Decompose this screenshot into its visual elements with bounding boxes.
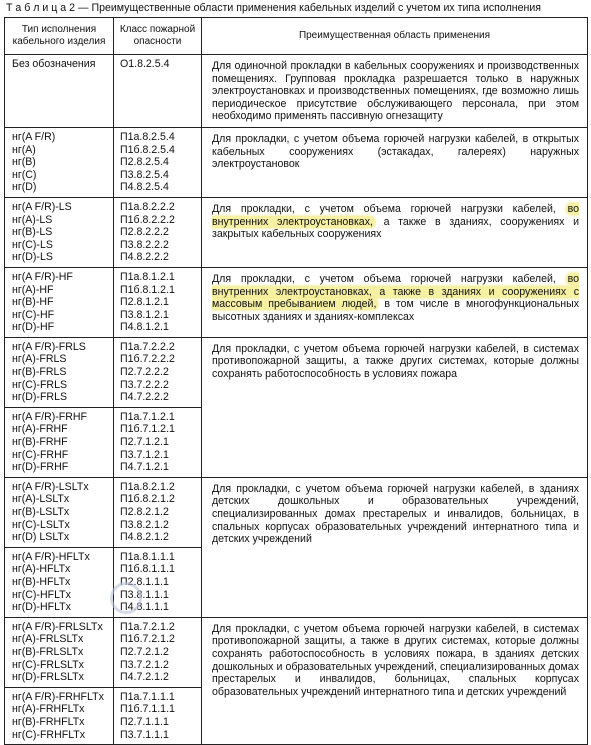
fire-class: П3.7.1.2.1	[120, 448, 169, 461]
fire-class: П1б.7.2.1.2	[120, 633, 175, 646]
fire-class: П1а.7.1.2.1	[120, 410, 175, 423]
table-row	[5, 55, 588, 128]
fire-class: П2.8.1.1.1	[120, 575, 169, 588]
watermark-icon	[110, 582, 142, 614]
fire-class: П1а.8.2.2.2	[120, 200, 175, 213]
fire-class: П4.8.2.2.2	[120, 251, 169, 264]
cable-type: нг(A)-HF	[12, 283, 54, 296]
cable-type: нг(A F/R)-HFLTx	[12, 550, 90, 563]
cable-type: нг(A F/R)-FRLS	[12, 340, 86, 353]
cable-type: нг(C)-HFLTx	[12, 588, 71, 601]
fire-class: П2.8.2.1.2	[120, 506, 169, 518]
cable-type: нг(D)-HF	[12, 321, 55, 334]
cable-type: нг(A F/R)	[12, 130, 56, 143]
cable-type: нг(C)-HF	[12, 308, 55, 321]
cable-type: нг(A F/R)-FRLSLTx	[12, 620, 103, 633]
cable-type: нг(D) LSLTx	[12, 531, 70, 544]
cable-type: нг(A)-HFLTx	[12, 563, 71, 576]
cable-type: нг(A)-FRLSLTx	[12, 633, 84, 646]
cable-application-table	[4, 17, 588, 745]
cable-type: нг(B)-HFLTx	[12, 575, 71, 588]
cable-type: нг(B)-HF	[12, 296, 54, 309]
cable-type: нг(B)-LS	[12, 226, 53, 239]
header-fire-class: Класс пожарной опасности	[114, 18, 202, 55]
cable-type: нг(D)-HFLTx	[12, 601, 71, 614]
header-application-area: Преимущественная область применения	[202, 18, 588, 55]
fire-class: П2.8.1.2.1	[120, 296, 169, 309]
application-area: Для прокладки, с учетом объема горючей нагрузки кабелей, в системах противопожарной защиты, а также в других системах, которые должны сохранять работоспособность в условиях пожара, в зданиях детских дошкольных и образовательных учреждений, специализированных домах престарелых и инвалидов, больницах, спальных корпусах образовательных учреждений интернатного типа и детских учреждений	[212, 622, 579, 698]
cable-type: нг(C)-FRLSLTx	[12, 658, 84, 671]
area-text: а также в зданиях, сооружениях и закрытых кабельных сооружениях	[212, 215, 579, 241]
application-area: Для одиночной прокладки в кабельных сооружениях и производственных помещениях. Групповая прокладка разрешается только в наружных электроустановках и производственных помещениях, где возможно лишь периодическое присутствие обслуживающего персонала, при этом необходимо применять пассивную огнезащиту	[212, 60, 579, 123]
table-row	[5, 267, 588, 337]
fire-class: П1б.8.1.2.1	[120, 283, 175, 296]
cable-type: нг(C)-LS	[12, 238, 53, 251]
fire-class: П1б.8.2.5.4	[120, 143, 175, 156]
fire-class: П3.8.1.2.1	[120, 308, 169, 321]
application-area	[212, 273, 579, 323]
highlighted-text: во внутренних электроустановках,	[212, 202, 579, 228]
cable-type: нг(A F/R)-LS	[12, 200, 72, 213]
fire-class: П3.7.2.2.2	[120, 378, 169, 391]
table-caption: Т а б л и ц а 2 — Преимущественные области применения кабельных изделий с учетом их типа исполнения	[6, 2, 542, 14]
cable-type: нг(D)-FRLSLTx	[12, 671, 84, 684]
application-area: Для прокладки, с учетом объема горючей нагрузки кабелей, в зданиях детских дошкольных и образовательных учреждений, специализированных домах престарелых и инвалидов, больницах, в спальных корпусах образовательных учреждений интернатного типа и детских учреждений	[212, 482, 579, 546]
cable-type: нг(C)	[12, 168, 37, 181]
application-area: Для прокладки, с учетом объема горючей нагрузки кабелей, в системах противопожарной защиты, а также других системах, которые должны сохранять работоспособность в условиях пожара	[212, 342, 579, 381]
area-text: Для прокладки, с учетом объема горючей нагрузки кабелей,	[212, 202, 566, 215]
watermark-logo	[110, 582, 148, 614]
cable-type: нг(A F/R)-HF	[12, 270, 73, 283]
cable-type: нг(C)-FRHF	[12, 448, 69, 461]
cable-type: нг(B)	[12, 156, 36, 169]
fire-class: П4.7.2.1.2	[120, 671, 169, 684]
fire-class: П1а.7.2.1.2	[120, 620, 175, 633]
area-text: Для прокладки, с учетом объема горючей нагрузки кабелей,	[212, 272, 566, 285]
cable-type: нг(B)-LSLTx	[12, 506, 70, 518]
cable-type: нг(B)-FRLS	[12, 366, 67, 379]
fire-class: П2.7.1.2.1	[120, 436, 169, 449]
cable-type: нг(A)-LSLTx	[12, 493, 70, 506]
fire-class: П1а.7.2.2.2	[120, 340, 175, 353]
table-row	[5, 127, 588, 197]
table-row	[5, 337, 588, 407]
fire-class: П2.7.1.1.1	[120, 715, 169, 728]
fire-class: П4.7.1.2.1	[120, 461, 169, 474]
fire-class: П3.7.2.1.2	[120, 658, 169, 671]
cable-type: Без обозначения	[12, 58, 96, 70]
application-area	[212, 203, 579, 241]
table-row	[5, 617, 588, 687]
cable-type: нг(A)	[12, 143, 36, 156]
fire-class: П2.7.2.1.2	[120, 645, 169, 658]
fire-class: П1а.8.2.1.2	[120, 480, 175, 493]
fire-class: П3.8.2.1.2	[120, 518, 169, 531]
fire-class: П1б.8.2.1.2	[120, 493, 175, 506]
fire-class: П1б.7.1.1.1	[120, 703, 175, 716]
fire-class: П1а.8.2.5.4	[120, 130, 175, 143]
cable-type: нг(A)-LS	[12, 213, 53, 226]
fire-class: П4.8.2.5.4	[120, 181, 169, 194]
cable-type: нг(B)-FRHF	[12, 436, 68, 449]
table-row	[5, 197, 588, 267]
cable-type: нг(D)-FRLS	[12, 391, 68, 404]
fire-class: П4.8.1.1.1	[120, 601, 169, 614]
header-cable-type: Тип исполнения кабельного изделия	[5, 18, 114, 55]
cable-type: нг(C)-FRHFLTx	[12, 728, 86, 741]
fire-class: П3.8.2.2.2	[120, 238, 169, 251]
cable-type: нг(A F/R)-LSLTx	[12, 480, 89, 493]
cable-type: нг(B)-FRHFLTx	[12, 715, 85, 728]
cable-type: нг(A F/R)-FRHFLTx	[12, 690, 104, 703]
cable-type: нг(A)-FRLS	[12, 353, 67, 366]
fire-class: П4.8.2.1.2	[120, 531, 169, 544]
fire-class: П1а.8.1.1.1	[120, 550, 175, 563]
fire-class: П1б.8.1.1.1	[120, 563, 175, 576]
table-header-row	[5, 18, 588, 55]
highlighted-text: во внутренних электроустановках, а также в зданиях и сооружениях с массовым пребыванием людей,	[212, 272, 579, 311]
cable-type: нг(D)-FRHF	[12, 461, 69, 474]
fire-class: П1а.7.1.1.1	[120, 690, 175, 703]
cable-type: нг(A F/R)-FRHF	[12, 410, 88, 423]
fire-class: П4.7.2.2.2	[120, 391, 169, 404]
table-row	[5, 477, 588, 547]
cable-type: нг(A)-FRHF	[12, 423, 68, 436]
fire-class: П1б.8.2.2.2	[120, 213, 175, 226]
fire-class: П1б.7.1.2.1	[120, 423, 175, 436]
fire-class: П2.8.2.2.2	[120, 226, 169, 239]
cable-type: нг(D)	[12, 181, 37, 194]
fire-class: П2.7.2.2.2	[120, 366, 169, 379]
application-area: Для прокладки, с учетом объема горючей нагрузки кабелей, в открытых кабельных сооружениях (эстакадах, галереях) наружных электроустановок	[212, 132, 579, 171]
fire-class: П1а.8.1.2.1	[120, 270, 175, 283]
fire-class: П3.7.1.1.1	[120, 728, 169, 741]
fire-class: П4.8.1.2.1	[120, 321, 169, 334]
fire-class: П2.8.2.5.4	[120, 156, 169, 169]
fire-class: П3.8.2.5.4	[120, 168, 169, 181]
fire-class: П3.8.1.1.1	[120, 588, 169, 601]
fire-class: О1.8.2.5.4	[120, 58, 170, 70]
cable-type: нг(D)-LS	[12, 251, 53, 264]
cable-type: нг(C)-FRLS	[12, 378, 68, 391]
cable-type: нг(C)-LSLTx	[12, 518, 70, 531]
fire-class: П1б.7.2.2.2	[120, 353, 175, 366]
cable-type: нг(B)-FRLSLTx	[12, 645, 84, 658]
cable-type: нг(A)-FRHFLTx	[12, 703, 85, 716]
area-text: в том числе в многофункциональных высотных зданиях и зданиях-комплексах	[212, 298, 579, 323]
